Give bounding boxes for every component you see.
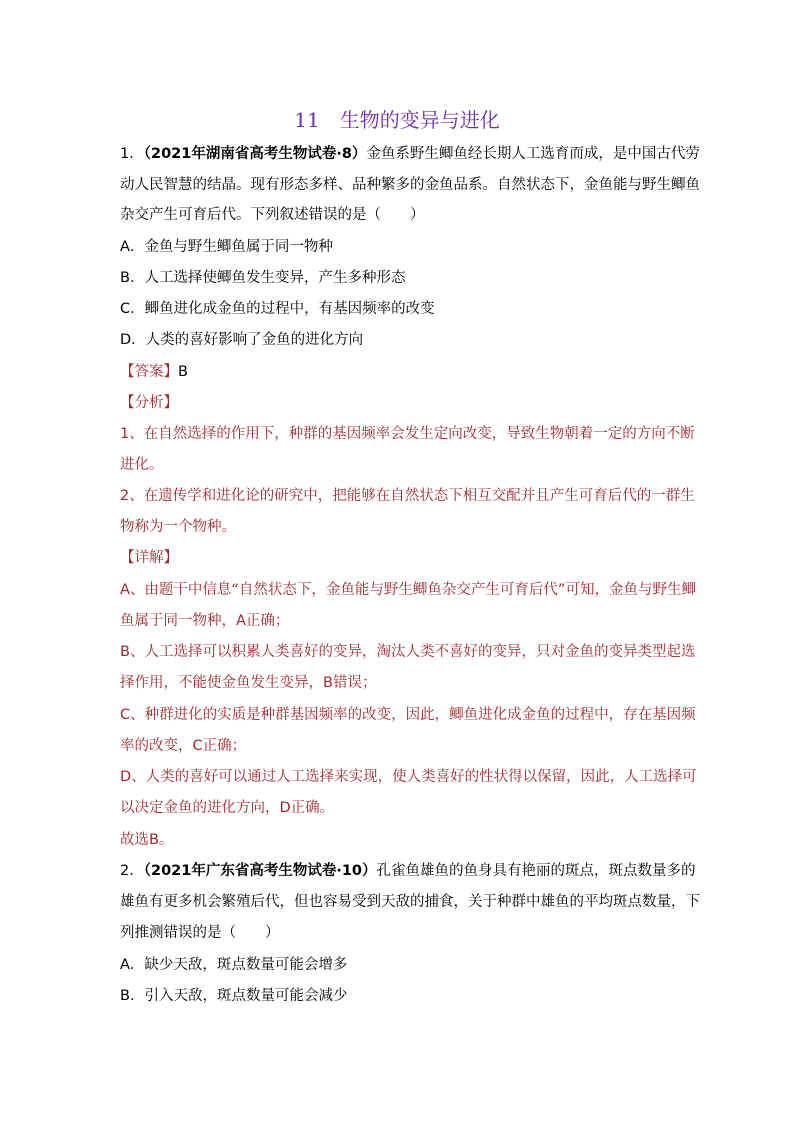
detail-line-1: A、由题干中信息“自然状态下，金鱼能与野生鲫鱼杂交产生可育后代”可知，金鱼与野生鲫 — [120, 582, 696, 598]
q1-stem-line-2: 动人民智慧的结晶。现有形态多样、品种繁多的金鱼品系。自然状态下，金鱼能与野生鲫鱼 — [120, 177, 700, 193]
detail-line-2: 鱼属于同一物种，A正确； — [120, 613, 290, 629]
page-title — [0, 104, 794, 133]
analysis-line-1: 1、在自然选择的作用下，种群的基因频率会发生定向改变，导致生物朝着一定的方向不断 — [120, 426, 695, 442]
q2-stem-line-1: 2．（2021年广东省高考生物试卷·10）孔雀鱼雄鱼的鱼身具有艳丽的斑点，斑点数量多的 — [120, 863, 696, 879]
q1-option-d: D．人类的喜好影响了金鱼的进化方向 — [120, 332, 364, 348]
analysis-line-2: 进化。 — [120, 457, 164, 473]
q1-number: 1． — [120, 146, 144, 162]
q1-option-c: C．鲫鱼进化成金鱼的过程中，有基因频率的改变 — [120, 301, 435, 317]
conclusion: 故选B。 — [120, 832, 174, 848]
q2-option-b: B．引入天敌，斑点数量可能会减少 — [120, 988, 348, 1004]
q2-stem-line-2: 雄鱼有更多机会繁殖后代，但也容易受到天敌的捕食，关于种群中雄鱼的平均斑点数量，下 — [120, 894, 700, 910]
q2-number: 2． — [120, 863, 144, 879]
analysis-label: 【分析】 — [120, 395, 178, 411]
q2-option-a: A．缺少天敌，斑点数量可能会增多 — [120, 957, 348, 973]
detail-label: 【详解】 — [120, 550, 178, 566]
chapter-title: 生物的变异与进化 — [339, 108, 500, 132]
chapter-number: 11 — [294, 108, 320, 132]
q2-source: （2021年广东省高考生物试卷·10） — [143, 863, 377, 879]
analysis-line-4: 物称为一个物种。 — [120, 519, 236, 535]
answer-value: B — [178, 364, 188, 380]
detail-line-7: D、人类的喜好可以通过人工选择来实现，使人类喜好的性状得以保留，因此，人工选择可 — [120, 769, 697, 785]
detail-line-6: 率的改变，C正确； — [120, 738, 247, 754]
detail-line-3: B、人工选择可以积累人类喜好的变异，淘汰人类不喜好的变异，只对金鱼的变异类型起选 — [120, 644, 696, 660]
q1-option-b: B．人工选择使鲫鱼发生变异，产生多种形态 — [120, 270, 406, 286]
q1-stem-line-3: 杂交产生可育后代。下列叙述错误的是（ ） — [120, 207, 425, 223]
analysis-line-3: 2、在遗传学和进化论的研究中，把能够在自然状态下相互交配并且产生可育后代的一群生 — [120, 488, 695, 504]
q2-stem-line-3: 列推测错误的是（ ） — [120, 925, 280, 941]
q1-stem-line-1: 1．（2021年湖南省高考生物试卷·8）金鱼系野生鲫鱼经长期人工选育而成，是中国古代劳 — [120, 146, 700, 162]
answer-label: 【答案】 — [120, 364, 178, 380]
q1-answer — [120, 362, 680, 382]
q1-option-a: A．金鱼与野生鲫鱼属于同一物种 — [120, 239, 333, 255]
q1-source: （2021年湖南省高考生物试卷·8） — [143, 146, 367, 162]
detail-line-5: C、种群进化的实质是种群基因频率的改变，因此，鲫鱼进化成金鱼的过程中，存在基因频 — [120, 707, 696, 723]
detail-line-4: 择作用，不能使金鱼发生变异，B错误； — [120, 675, 377, 691]
detail-line-8: 以决定金鱼的进化方向，D正确。 — [120, 800, 335, 816]
